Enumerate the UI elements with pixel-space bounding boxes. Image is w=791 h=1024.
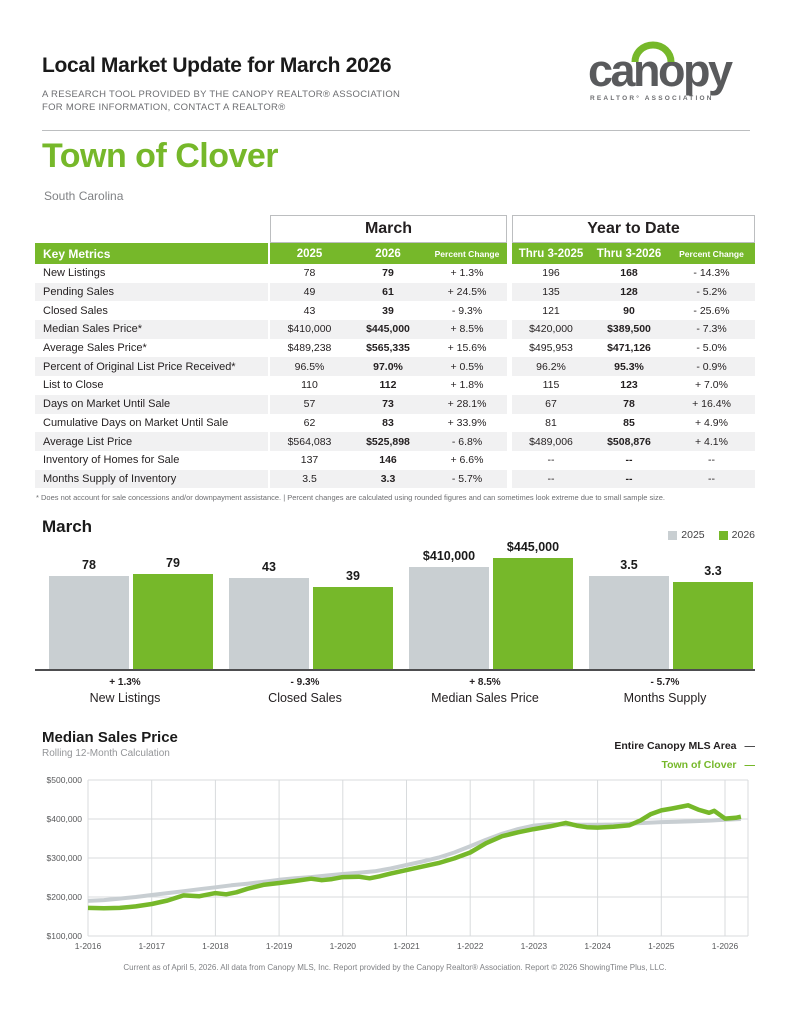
row-cell: - 5.0%	[668, 339, 755, 358]
row-cell: + 4.9%	[668, 414, 755, 433]
legend-swatch-2026	[719, 531, 728, 540]
row-cell: $489,238	[270, 339, 349, 358]
bar-group-change: + 1.3%	[109, 677, 141, 688]
line-chart-plot	[30, 772, 755, 962]
row-label: Months Supply of Inventory	[35, 470, 270, 489]
line-chart-subtitle: Rolling 12-Month Calculation	[42, 748, 170, 759]
svg-text:$200,000: $200,000	[46, 892, 82, 902]
page-subtitle-line1: A RESEARCH TOOL PROVIDED BY THE CANOPY REALTOR® ASSOCIATION	[42, 89, 401, 100]
svg-text:1-2026: 1-2026	[711, 941, 739, 951]
metrics-rows	[35, 264, 755, 488]
svg-text:1-2017: 1-2017	[138, 941, 165, 951]
bar	[673, 582, 753, 670]
bar-value-label: 43	[262, 560, 276, 574]
legend-label-2026: 2026	[731, 529, 755, 541]
svg-text:1-2023: 1-2023	[520, 941, 548, 951]
row-cell: 115	[512, 376, 590, 395]
bar-group-change: - 9.3%	[290, 677, 320, 688]
row-cell: 3.3	[349, 470, 427, 489]
row-cell: - 7.3%	[668, 320, 755, 339]
svg-text:1-2021: 1-2021	[393, 941, 420, 951]
bar-value-label: 3.3	[704, 564, 722, 578]
table-row	[35, 395, 755, 414]
legend-dash-clover: —	[744, 759, 755, 771]
row-cell: 67	[512, 395, 590, 414]
canopy-logo	[588, 42, 753, 112]
bar-group-name: New Listings	[89, 691, 161, 705]
table-row	[35, 264, 755, 283]
legend-label-mls: Entire Canopy MLS Area	[614, 740, 737, 752]
bar-group-name: Closed Sales	[268, 691, 342, 705]
row-cell: 78	[270, 264, 349, 283]
svg-text:1-2020: 1-2020	[329, 941, 357, 951]
row-cell: + 28.1%	[427, 395, 507, 414]
bar-chart-title: March	[42, 517, 93, 536]
row-cell: 83	[349, 414, 427, 433]
column-thru-2025: Thru 3-2025	[512, 243, 590, 264]
column-key-metrics: Key Metrics	[35, 243, 270, 264]
row-cell: 49	[270, 283, 349, 302]
bar-value-label: 3.5	[620, 558, 638, 572]
bar-chart-plot	[35, 540, 755, 670]
bar-value-label: $410,000	[422, 549, 476, 563]
row-cell: - 9.3%	[427, 301, 507, 320]
row-cell: 62	[270, 414, 349, 433]
row-cell: 146	[349, 451, 427, 470]
table-row	[35, 339, 755, 358]
row-cell: 196	[512, 264, 590, 283]
column-percent-change-ytd: Percent Change	[668, 243, 755, 264]
row-cell: --	[512, 451, 590, 470]
bar	[49, 576, 129, 670]
row-label: Inventory of Homes for Sale	[35, 451, 270, 470]
table-row	[35, 414, 755, 433]
page-title: Local Market Update for March 2026	[42, 54, 392, 77]
row-cell: + 0.5%	[427, 357, 507, 376]
svg-text:$500,000: $500,000	[46, 775, 82, 785]
row-cell: + 16.4%	[668, 395, 755, 414]
legend-label-clover: Town of Clover	[661, 759, 737, 771]
bar	[493, 558, 573, 670]
row-label: List to Close	[35, 376, 270, 395]
row-cell: --	[590, 451, 668, 470]
legend-item-mls	[614, 737, 755, 756]
svg-text:$400,000: $400,000	[46, 814, 82, 824]
row-cell: 81	[512, 414, 590, 433]
row-cell: 135	[512, 283, 590, 302]
table-row	[35, 283, 755, 302]
bar-chart-baseline	[35, 669, 755, 671]
row-cell: + 33.9%	[427, 414, 507, 433]
column-thru-2026: Thru 3-2026	[590, 243, 668, 264]
row-cell: 3.5	[270, 470, 349, 489]
row-cell: 96.5%	[270, 357, 349, 376]
row-cell: $564,083	[270, 432, 349, 451]
table-row	[35, 451, 755, 470]
row-cell: --	[668, 470, 755, 489]
svg-text:1-2016: 1-2016	[74, 941, 102, 951]
bar	[313, 587, 393, 670]
bar	[229, 578, 309, 670]
row-cell: $525,898	[349, 432, 427, 451]
row-cell: + 24.5%	[427, 283, 507, 302]
row-cell: - 6.8%	[427, 432, 507, 451]
row-cell: 73	[349, 395, 427, 414]
table-row	[35, 376, 755, 395]
bar-value-label: 78	[82, 558, 96, 572]
line-chart-legend	[614, 737, 755, 775]
svg-text:1-2024: 1-2024	[584, 941, 611, 951]
row-cell: 90	[590, 301, 668, 320]
column-2026: 2026	[349, 243, 427, 264]
row-label: Median Sales Price*	[35, 320, 270, 339]
row-cell: --	[512, 470, 590, 489]
table-footnote: * Does not account for sale concessions and/or downpayment assistance. | Percent changes are calculated using rounded figures and can sometimes look extreme due to small sample size.	[36, 493, 665, 503]
key-metrics-table	[35, 215, 755, 502]
svg-text:$300,000: $300,000	[46, 853, 82, 863]
bar	[133, 574, 213, 670]
row-cell: + 1.3%	[427, 264, 507, 283]
report-footer: Current as of April 5, 2026. All data from Canopy MLS, Inc. Report provided by the Canopy Realtor® Association. Report © 2026 ShowingTime Plus, LLC.	[123, 963, 667, 972]
row-cell: 121	[512, 301, 590, 320]
row-cell: 128	[590, 283, 668, 302]
canopy-logo-tagline: REALTOR° ASSOCIATION	[590, 95, 714, 102]
bar	[589, 576, 669, 670]
row-cell: 96.2%	[512, 357, 590, 376]
row-cell: 85	[590, 414, 668, 433]
column-2025: 2025	[270, 243, 349, 264]
row-cell: - 25.6%	[668, 301, 755, 320]
row-cell: - 5.2%	[668, 283, 755, 302]
table-column-header-row	[35, 243, 755, 264]
row-cell: + 15.6%	[427, 339, 507, 358]
row-cell: 137	[270, 451, 349, 470]
row-cell: 57	[270, 395, 349, 414]
canopy-arc-icon	[630, 36, 676, 64]
row-cell: $495,953	[512, 339, 590, 358]
bar-value-label: 39	[346, 569, 360, 583]
table-row	[35, 470, 755, 489]
row-cell: + 6.6%	[427, 451, 507, 470]
row-cell: $489,006	[512, 432, 590, 451]
bar-group-change: + 8.5%	[469, 677, 501, 688]
row-cell: 79	[349, 264, 427, 283]
row-label: Days on Market Until Sale	[35, 395, 270, 414]
bar-value-label: $445,000	[506, 540, 560, 554]
row-label: Average Sales Price*	[35, 339, 270, 358]
row-cell: 78	[590, 395, 668, 414]
group-header-ytd: Year to Date	[512, 215, 755, 243]
svg-text:$100,000: $100,000	[46, 931, 82, 941]
row-cell: 39	[349, 301, 427, 320]
row-cell: - 0.9%	[668, 357, 755, 376]
area-title: Town of Clover	[42, 137, 279, 175]
bar-value-label: 79	[166, 556, 180, 570]
row-cell: $565,335	[349, 339, 427, 358]
row-cell: + 4.1%	[668, 432, 755, 451]
row-cell: + 7.0%	[668, 376, 755, 395]
row-cell: --	[590, 470, 668, 489]
svg-text:1-2022: 1-2022	[456, 941, 484, 951]
svg-text:1-2025: 1-2025	[648, 941, 675, 951]
row-cell: 168	[590, 264, 668, 283]
bar-group-name: Months Supply	[623, 691, 707, 705]
row-cell: --	[668, 451, 755, 470]
table-group-header-row	[35, 215, 755, 243]
bar-group-change: - 5.7%	[650, 677, 680, 688]
row-label: Pending Sales	[35, 283, 270, 302]
row-label: Percent of Original List Price Received*	[35, 357, 270, 376]
row-cell: 95.3%	[590, 357, 668, 376]
bar	[409, 567, 489, 670]
table-row	[35, 320, 755, 339]
column-percent-change-march: Percent Change	[427, 243, 507, 264]
table-row	[35, 432, 755, 451]
row-cell: 43	[270, 301, 349, 320]
legend-dash-mls: —	[744, 740, 755, 752]
svg-text:1-2019: 1-2019	[265, 941, 293, 951]
legend-swatch-2025	[668, 531, 677, 540]
row-cell: $471,126	[590, 339, 668, 358]
row-cell: $420,000	[512, 320, 590, 339]
row-cell: 112	[349, 376, 427, 395]
table-row	[35, 301, 755, 320]
row-cell: 123	[590, 376, 668, 395]
page-subtitle-line2: FOR MORE INFORMATION, CONTACT A REALTOR®	[42, 102, 286, 113]
row-cell: $389,500	[590, 320, 668, 339]
area-state: South Carolina	[44, 189, 124, 203]
row-label: Cumulative Days on Market Until Sale	[35, 414, 270, 433]
row-label: Average List Price	[35, 432, 270, 451]
row-cell: 110	[270, 376, 349, 395]
row-label: New Listings	[35, 264, 270, 283]
group-header-march: March	[270, 215, 507, 243]
header-divider	[42, 130, 750, 131]
row-cell: $410,000	[270, 320, 349, 339]
row-cell: 61	[349, 283, 427, 302]
row-cell: 97.0%	[349, 357, 427, 376]
row-cell: $445,000	[349, 320, 427, 339]
line-chart-title: Median Sales Price	[42, 729, 178, 746]
legend-label-2025: 2025	[681, 529, 705, 541]
row-label: Closed Sales	[35, 301, 270, 320]
row-cell: - 14.3%	[668, 264, 755, 283]
bar-group-name: Median Sales Price	[431, 691, 539, 705]
row-cell: + 8.5%	[427, 320, 507, 339]
row-cell: + 1.8%	[427, 376, 507, 395]
svg-text:1-2018: 1-2018	[202, 941, 229, 951]
group-header-spacer	[35, 215, 270, 243]
table-row	[35, 357, 755, 376]
row-cell: - 5.7%	[427, 470, 507, 489]
canopy-logo-wordmark: canopy	[588, 45, 731, 96]
row-cell: $508,876	[590, 432, 668, 451]
